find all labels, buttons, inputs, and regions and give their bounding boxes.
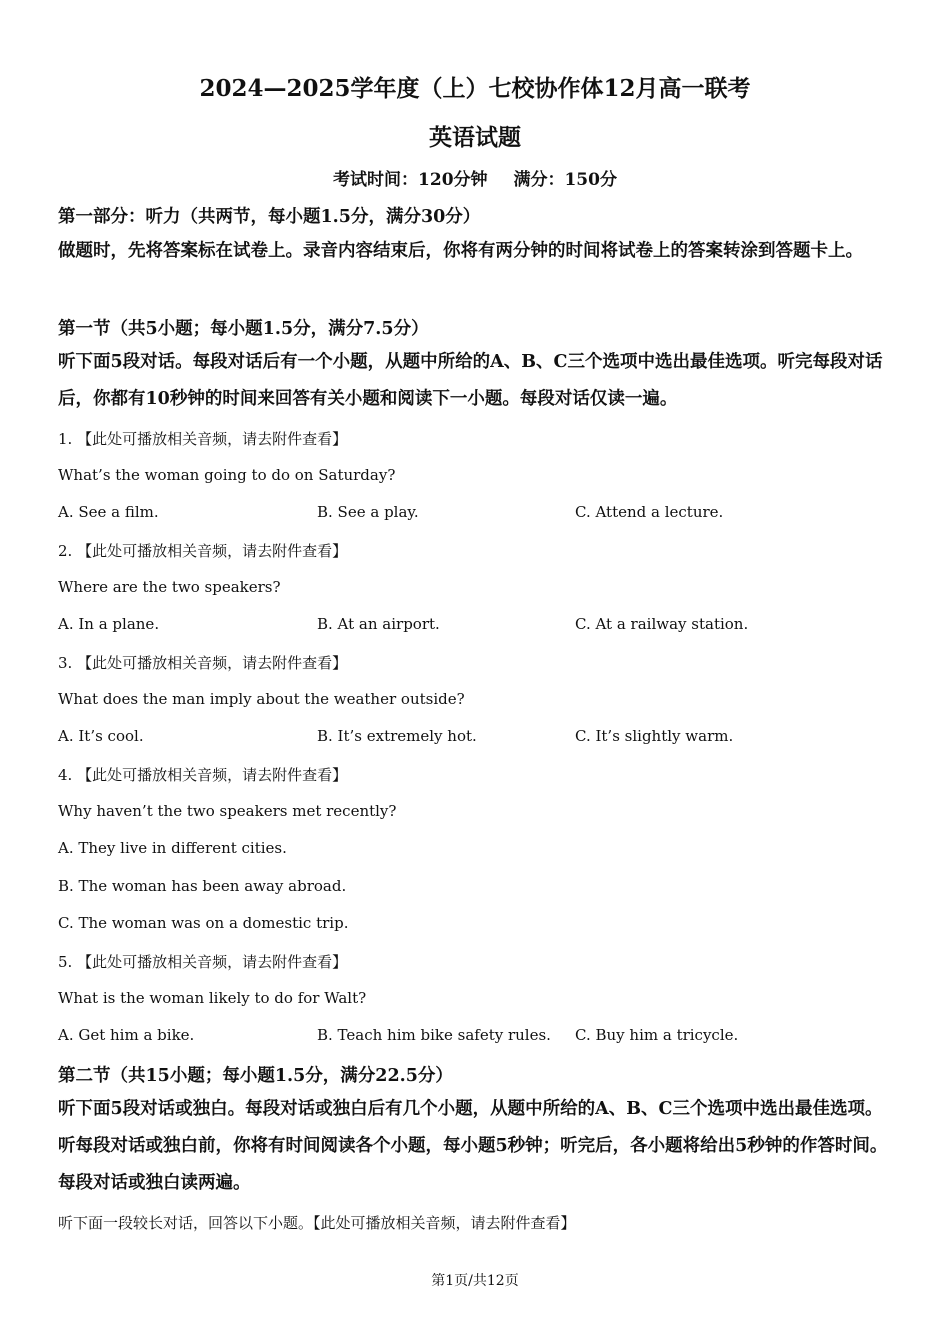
option-c: C. The woman was on a domestic trip. bbox=[58, 914, 349, 932]
exam-time: 考试时间：120分钟 bbox=[333, 170, 488, 190]
question-5-options bbox=[58, 1026, 892, 1044]
audio-placeholder[interactable]: 【此处可播放相关音频，请去附件查看】 bbox=[77, 953, 348, 971]
exam-title: 2024—2025学年度（上）七校协作体12月高一联考 bbox=[199, 75, 751, 102]
part1-instructions: 做题时，先将答案标在试卷上。录音内容结束后，你将有两分钟的时间将试卷上的答案转涂到答题卡上。 bbox=[58, 241, 863, 261]
part1-heading: 第一部分：听力（共两节，每小题1.5分，满分30分） bbox=[58, 207, 481, 227]
section2-prompt: 听下面一段较长对话，回答以下小题。【此处可播放相关音频，请去附件查看】 bbox=[58, 1214, 576, 1232]
question-2-options bbox=[58, 615, 892, 633]
question-2-audio bbox=[58, 540, 892, 561]
option-b: B. At an airport. bbox=[317, 615, 440, 633]
audio-placeholder[interactable]: 【此处可播放相关音频，请去附件查看】 bbox=[77, 766, 348, 784]
question-number: 3. bbox=[58, 654, 73, 672]
audio-placeholder[interactable]: 【此处可播放相关音频，请去附件查看】 bbox=[77, 654, 348, 672]
section2-heading: 第二节（共15小题；每小题1.5分，满分22.5分） bbox=[58, 1066, 453, 1086]
audio-placeholder[interactable]: 【此处可播放相关音频，请去附件查看】 bbox=[77, 542, 348, 560]
question-4-audio bbox=[58, 764, 892, 785]
audio-placeholder[interactable]: 【此处可播放相关音频，请去附件查看】 bbox=[77, 430, 348, 448]
section1-instructions: 听下面5段对话。每段对话后有一个小题，从题中所给的A、B、C三个选项中选出最佳选项。听完每段对话后，你都有10秒钟的时间来回答有关小题和阅读下一小题。每段对话仅读一遍。 bbox=[58, 352, 883, 409]
question-1-options bbox=[58, 503, 892, 521]
question-3-text: What does the man imply about the weather outside? bbox=[58, 690, 465, 708]
option-b: B. See a play. bbox=[317, 503, 419, 521]
section2-instructions: 听下面5段对话或独白。每段对话或独白后有几个小题，从题中所给的A、B、C三个选项中选出最佳选项。听每段对话或独白前，你将有时间阅读各个小题，每小题5秒钟；听完后，各小题将给出5秒钟的作答时间。每段对话或独白读两遍。 bbox=[58, 1099, 888, 1193]
exam-meta bbox=[0, 165, 950, 190]
option-a: A. In a plane. bbox=[58, 615, 160, 633]
option-b: B. Teach him bike safety rules. bbox=[317, 1026, 551, 1044]
question-number: 1. bbox=[58, 430, 73, 448]
question-5-audio bbox=[58, 951, 892, 972]
option-b: B. The woman has been away abroad. bbox=[58, 877, 347, 895]
page-footer: 第1页/共12页 bbox=[431, 1273, 519, 1289]
exam-score: 满分：150分 bbox=[513, 170, 617, 190]
question-number: 2. bbox=[58, 542, 73, 560]
question-5-text: What is the woman likely to do for Walt? bbox=[58, 989, 367, 1007]
option-a: A. It’s cool. bbox=[58, 727, 144, 745]
question-2-text: Where are the two speakers? bbox=[58, 578, 281, 596]
question-1-text: What’s the woman going to do on Saturday? bbox=[58, 466, 396, 484]
option-c: C. It’s slightly warm. bbox=[575, 727, 734, 745]
question-number: 4. bbox=[58, 766, 73, 784]
question-number: 5. bbox=[58, 953, 73, 971]
question-3-options bbox=[58, 727, 892, 745]
question-4-text: Why haven’t the two speakers met recently? bbox=[58, 802, 397, 820]
option-b: B. It’s extremely hot. bbox=[317, 727, 477, 745]
section1-heading: 第一节（共5小题；每小题1.5分，满分7.5分） bbox=[58, 319, 429, 339]
option-c: C. Attend a lecture. bbox=[575, 503, 724, 521]
option-c: C. At a railway station. bbox=[575, 615, 749, 633]
question-3-audio bbox=[58, 652, 892, 673]
option-a: A. Get him a bike. bbox=[58, 1026, 195, 1044]
question-1-audio bbox=[58, 428, 892, 449]
option-a: A. See a film. bbox=[58, 503, 159, 521]
exam-subject: 英语试题 bbox=[429, 124, 521, 151]
option-a: A. They live in different cities. bbox=[58, 839, 287, 857]
option-c: C. Buy him a tricycle. bbox=[575, 1026, 739, 1044]
